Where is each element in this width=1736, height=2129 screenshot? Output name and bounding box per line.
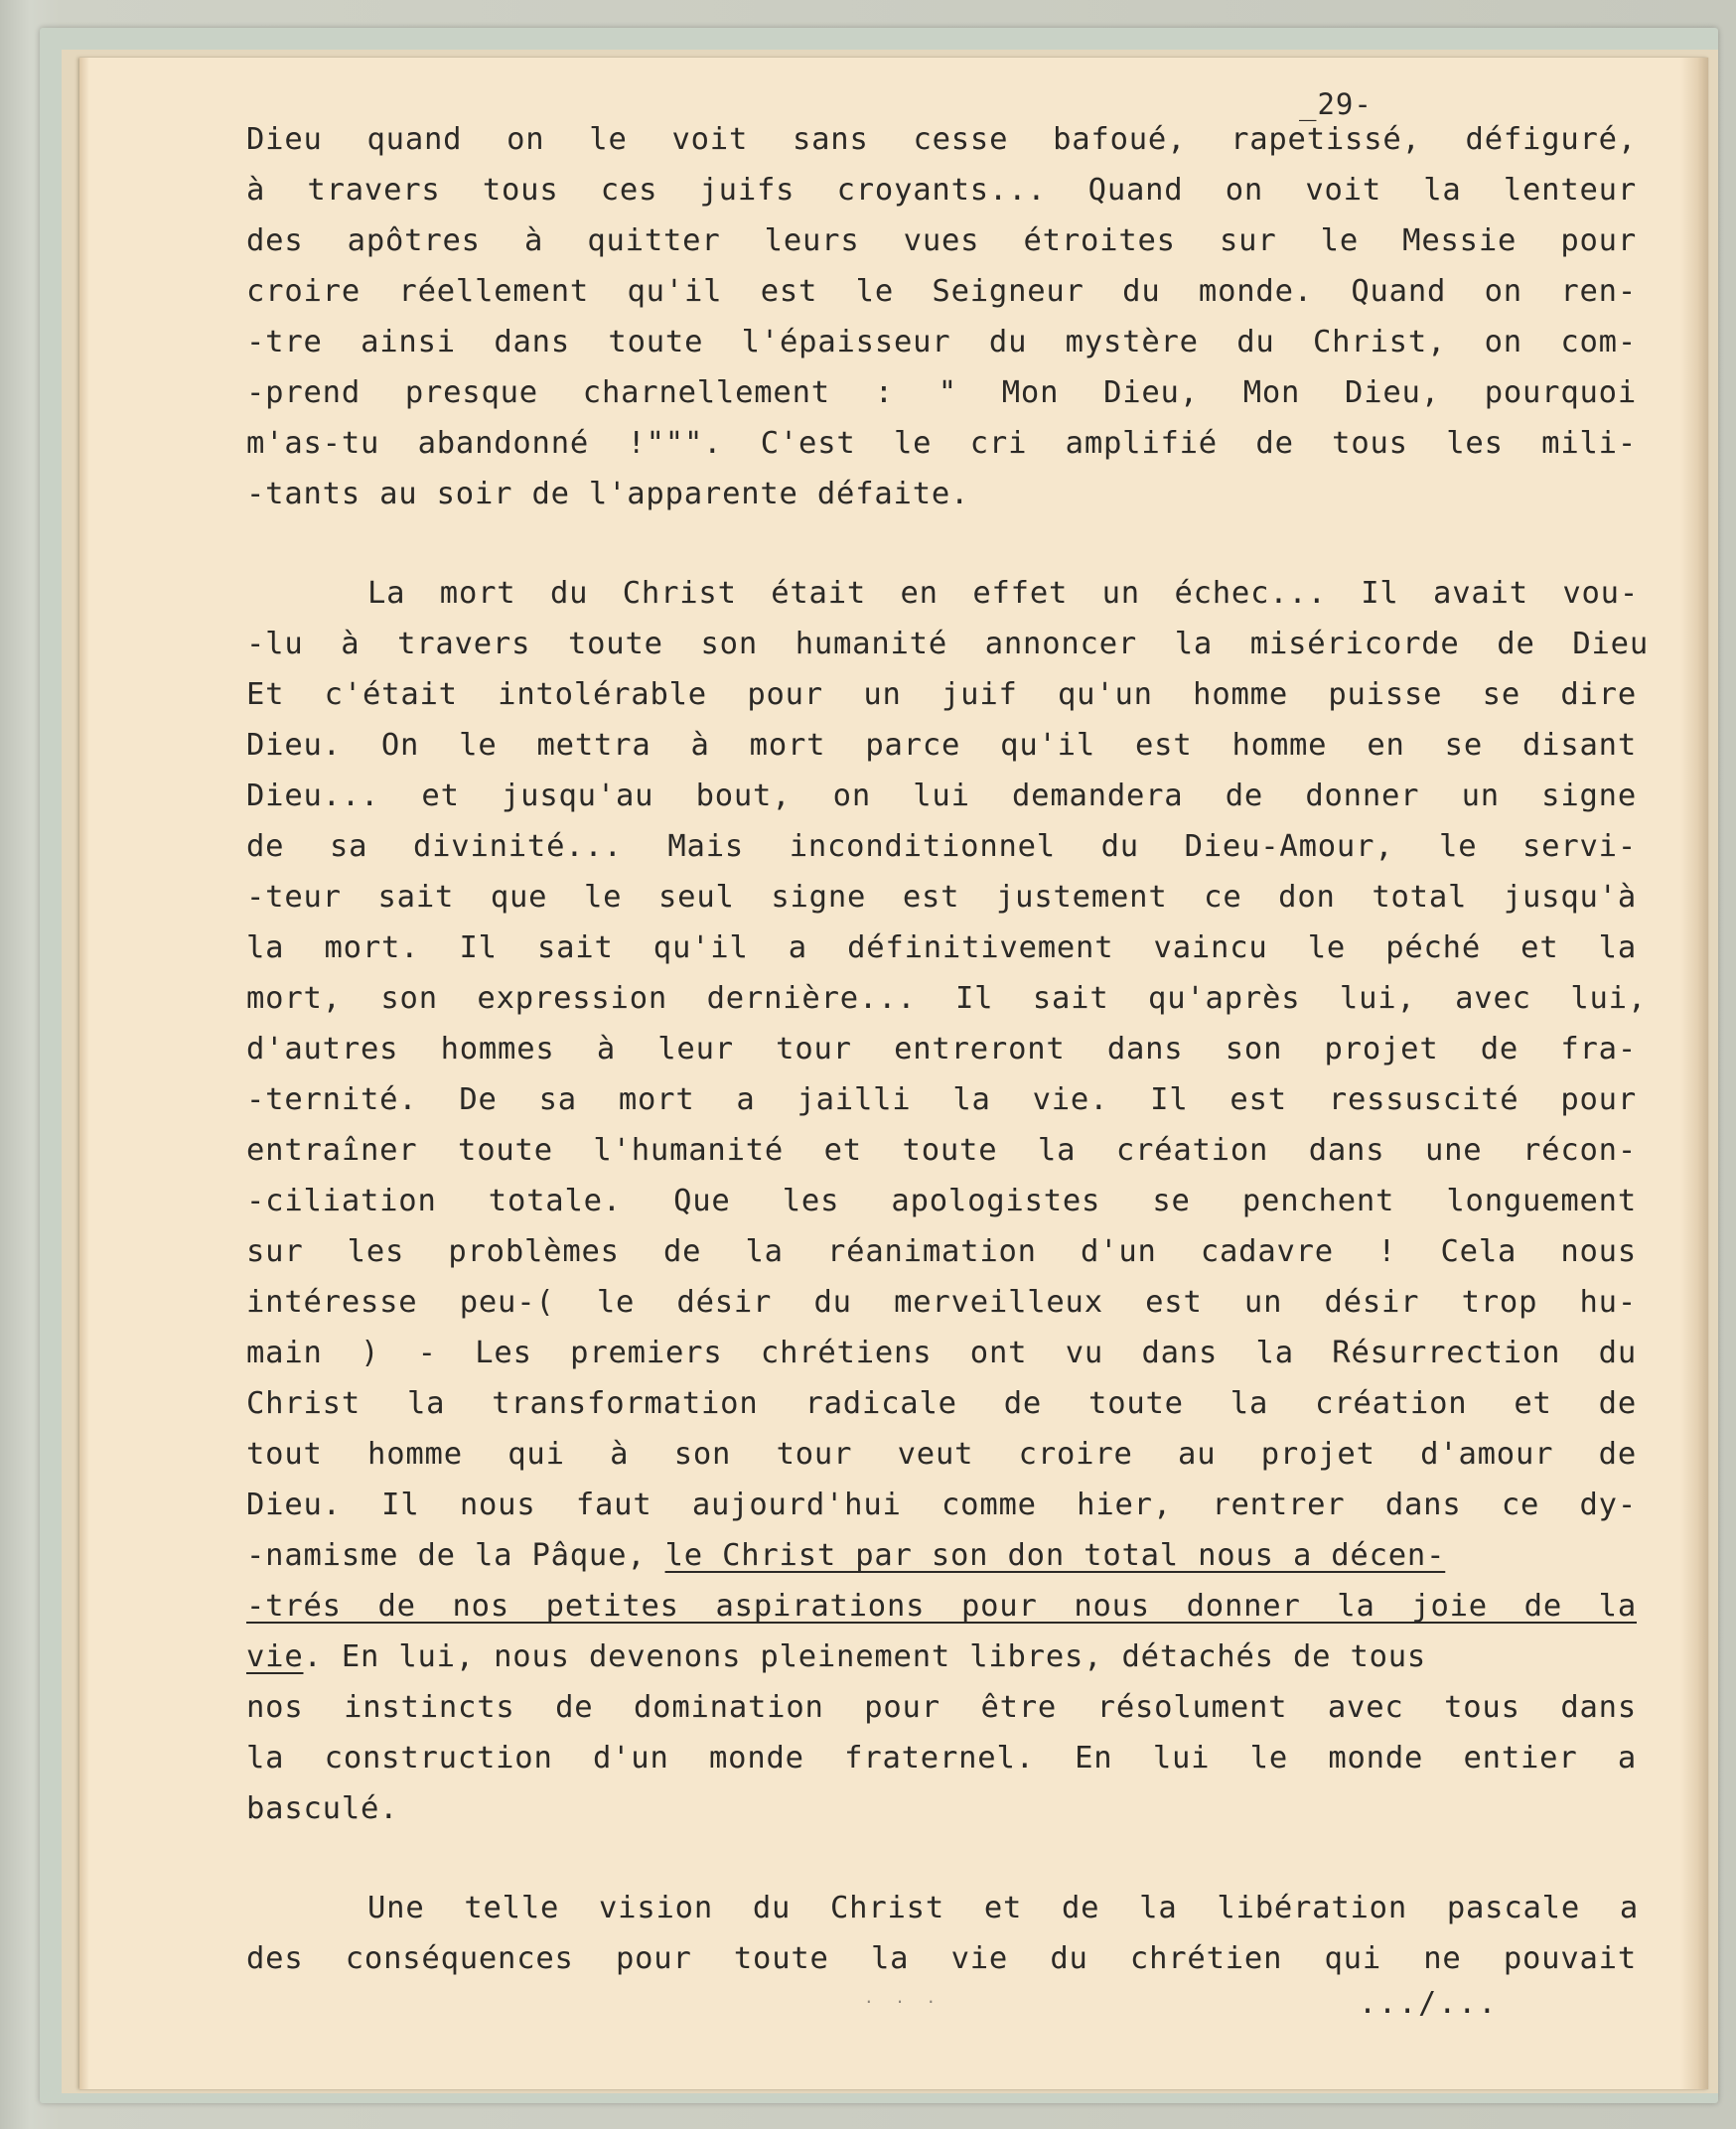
text-line: d'autres hommes à leur tour entreront dans son projet de fra- — [246, 1032, 1637, 1066]
text-line: -tants au soir de l'apparente défaite. — [246, 477, 970, 511]
page-right-edge — [1680, 58, 1708, 2089]
text-line: Dieu quand on le voit sans cesse bafoué, rapetissé, défiguré, — [246, 122, 1637, 157]
page-left-edge — [79, 58, 89, 2089]
text-line: main ) - Les premiers chrétiens ont vu dans la Résurrection du — [246, 1336, 1637, 1370]
page-number: _29- — [1299, 87, 1373, 121]
text-line: Une telle vision du Christ et de la libération pascale a — [367, 1891, 1639, 1925]
text-line: -teur sait que le seul signe est justement ce don total jusqu'à — [246, 880, 1637, 915]
continuation-marker: .../... — [1359, 1986, 1499, 2021]
text-line: des conséquences pour toute la vie du chrétien qui ne pouvait — [246, 1941, 1637, 1976]
text-line: -ciliation totale. Que les apologistes se penchent longuement — [246, 1184, 1637, 1218]
text-line: -lu à travers toute son humanité annoncer la miséricorde de Dieu — [246, 627, 1649, 661]
text-line: tout homme qui à son tour veut croire au projet d'amour de — [246, 1437, 1637, 1472]
underlined-text: le Christ par son don total nous a décen- — [664, 1538, 1446, 1573]
text-line: nos instincts de domination pour être résolument avec tous dans — [246, 1690, 1637, 1725]
text-line: la construction d'un monde fraternel. En lui le monde entier a — [246, 1741, 1637, 1775]
text-line: -tre ainsi dans toute l'épaisseur du mystère du Christ, on com- — [246, 325, 1637, 359]
text-line: à travers tous ces juifs croyants... Quand on voit la lenteur — [246, 173, 1637, 208]
text-segment: -namisme de la Pâque, — [246, 1538, 665, 1573]
text-line: des apôtres à quitter leurs vues étroites sur le Messie pour — [246, 223, 1637, 258]
faint-marks: . . . — [864, 1988, 942, 2007]
text-line: -ternité. De sa mort a jailli la vie. Il est ressuscité pour — [246, 1082, 1637, 1117]
text-line: Dieu... et jusqu'au bout, on lui demandera de donner un signe — [246, 779, 1637, 813]
text-line: Et c'était intolérable pour un juif qu'un homme puisse se dire — [246, 677, 1637, 712]
text-line: entraîner toute l'humanité et toute la création dans une récon- — [246, 1133, 1637, 1168]
text-line: Dieu. On le mettra à mort parce qu'il est homme en se disant — [246, 728, 1637, 763]
text-line: mort, son expression dernière... Il sait qu'après lui, avec lui, — [246, 981, 1647, 1016]
text-line: La mort du Christ était en effet un échec... Il avait vou- — [367, 576, 1639, 611]
text-segment: . En lui, nous devenons pleinement libres, détachés de tous — [303, 1639, 1427, 1674]
text-line: la mort. Il sait qu'il a définitivement vaincu le péché et la — [246, 930, 1637, 965]
text-line: m'as-tu abandonné !""". C'est le cri amplifié de tous les mili- — [246, 426, 1637, 461]
text-line — [246, 1538, 1445, 1573]
text-line: sur les problèmes de la réanimation d'un cadavre ! Cela nous — [246, 1234, 1637, 1269]
text-line: Dieu. Il nous faut aujourd'hui comme hier, rentrer dans ce dy- — [246, 1488, 1637, 1522]
document-page — [79, 58, 1708, 2089]
text-line: -prend presque charnellement : " Mon Dieu, Mon Dieu, pourquoi — [246, 375, 1637, 410]
text-line — [246, 1639, 1426, 1674]
underlined-text: vie — [246, 1639, 304, 1674]
text-line: croire réellement qu'il est le Seigneur du monde. Quand on ren- — [246, 274, 1637, 309]
text-line: de sa divinité... Mais inconditionnel du Dieu-Amour, le servi- — [246, 829, 1637, 864]
text-line: Christ la transformation radicale de toute la création et de — [246, 1386, 1637, 1421]
text-line: intéresse peu-( le désir du merveilleux est un désir trop hu- — [246, 1285, 1637, 1320]
underlined-text-line: -trés de nos petites aspirations pour nous donner la joie de la — [246, 1589, 1637, 1624]
text-line: basculé. — [246, 1791, 399, 1826]
